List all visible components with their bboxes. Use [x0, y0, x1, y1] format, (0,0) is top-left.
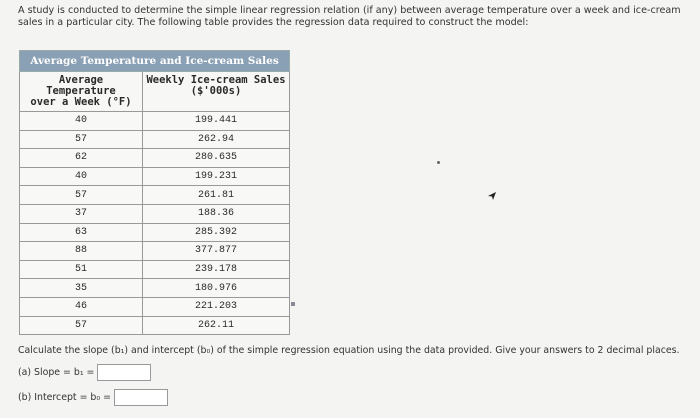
problem-intro: A study is conducted to determine the simple linear regression relation (if any) between average temperature over a week and ice-cream sales in a particular city. The following table provides the regression data required to construct the model:: [18, 5, 681, 28]
sales-cell: 221.203: [143, 297, 290, 316]
slope-input[interactable]: [97, 364, 151, 381]
table-row: [20, 242, 290, 261]
sales-cell: 199.231: [143, 167, 290, 186]
temperature-cell: 46: [20, 297, 143, 316]
table-row: [20, 260, 290, 279]
sales-cell: 377.877: [143, 242, 290, 261]
col-header-temperature-line2: over a Week (°F): [30, 96, 132, 108]
sales-cell: 285.392: [143, 223, 290, 242]
col-header-sales-line2: ($'000s): [190, 85, 242, 97]
temperature-cell: 37: [20, 204, 143, 223]
sales-cell: 180.976: [143, 279, 290, 298]
table-row: [20, 130, 290, 149]
temperature-cell: 57: [20, 130, 143, 149]
regression-data-table: [19, 50, 290, 335]
table-row: [20, 279, 290, 298]
slope-label: (a) Slope = b₁ =: [18, 367, 95, 378]
mouse-cursor-icon: [487, 191, 497, 201]
temperature-cell: 63: [20, 223, 143, 242]
sales-cell: 262.94: [143, 130, 290, 149]
temperature-cell: 88: [20, 242, 143, 261]
table-row: [20, 186, 290, 205]
table-caption: Average Temperature and Ice-cream Sales: [20, 51, 290, 72]
table-row: [20, 112, 290, 131]
stray-dot: [437, 161, 440, 164]
intercept-label: (b) Intercept = b₀ =: [18, 392, 111, 403]
sales-cell: 239.178: [143, 260, 290, 279]
table-row: [20, 316, 290, 335]
intercept-answer-row: [18, 389, 168, 406]
temperature-cell: 57: [20, 186, 143, 205]
col-header-sales-line1: Weekly Ice-cream Sales: [146, 74, 286, 86]
col-header-temperature: [20, 72, 143, 112]
sales-cell: 188.36: [143, 204, 290, 223]
col-header-sales: [143, 72, 290, 112]
sales-cell: 262.11: [143, 316, 290, 335]
temperature-cell: 35: [20, 279, 143, 298]
table-row: [20, 204, 290, 223]
sales-cell: 280.635: [143, 149, 290, 168]
table-row: [20, 297, 290, 316]
temperature-cell: 40: [20, 112, 143, 131]
temperature-cell: 62: [20, 149, 143, 168]
temperature-cell: 51: [20, 260, 143, 279]
intercept-input[interactable]: [114, 389, 168, 406]
slope-answer-row: [18, 364, 151, 381]
table-resize-handle[interactable]: [291, 302, 295, 306]
question-text: Calculate the slope (b₁) and intercept (b₀) of the simple regression equation using the data provided. Give your answers to 2 decimal places.: [18, 345, 680, 356]
sales-cell: 261.81: [143, 186, 290, 205]
table-row: [20, 223, 290, 242]
temperature-cell: 40: [20, 167, 143, 186]
sales-cell: 199.441: [143, 112, 290, 131]
temperature-cell: 57: [20, 316, 143, 335]
col-header-temperature-line1: Average Temperature: [46, 74, 116, 97]
table-row: [20, 167, 290, 186]
table-row: [20, 149, 290, 168]
